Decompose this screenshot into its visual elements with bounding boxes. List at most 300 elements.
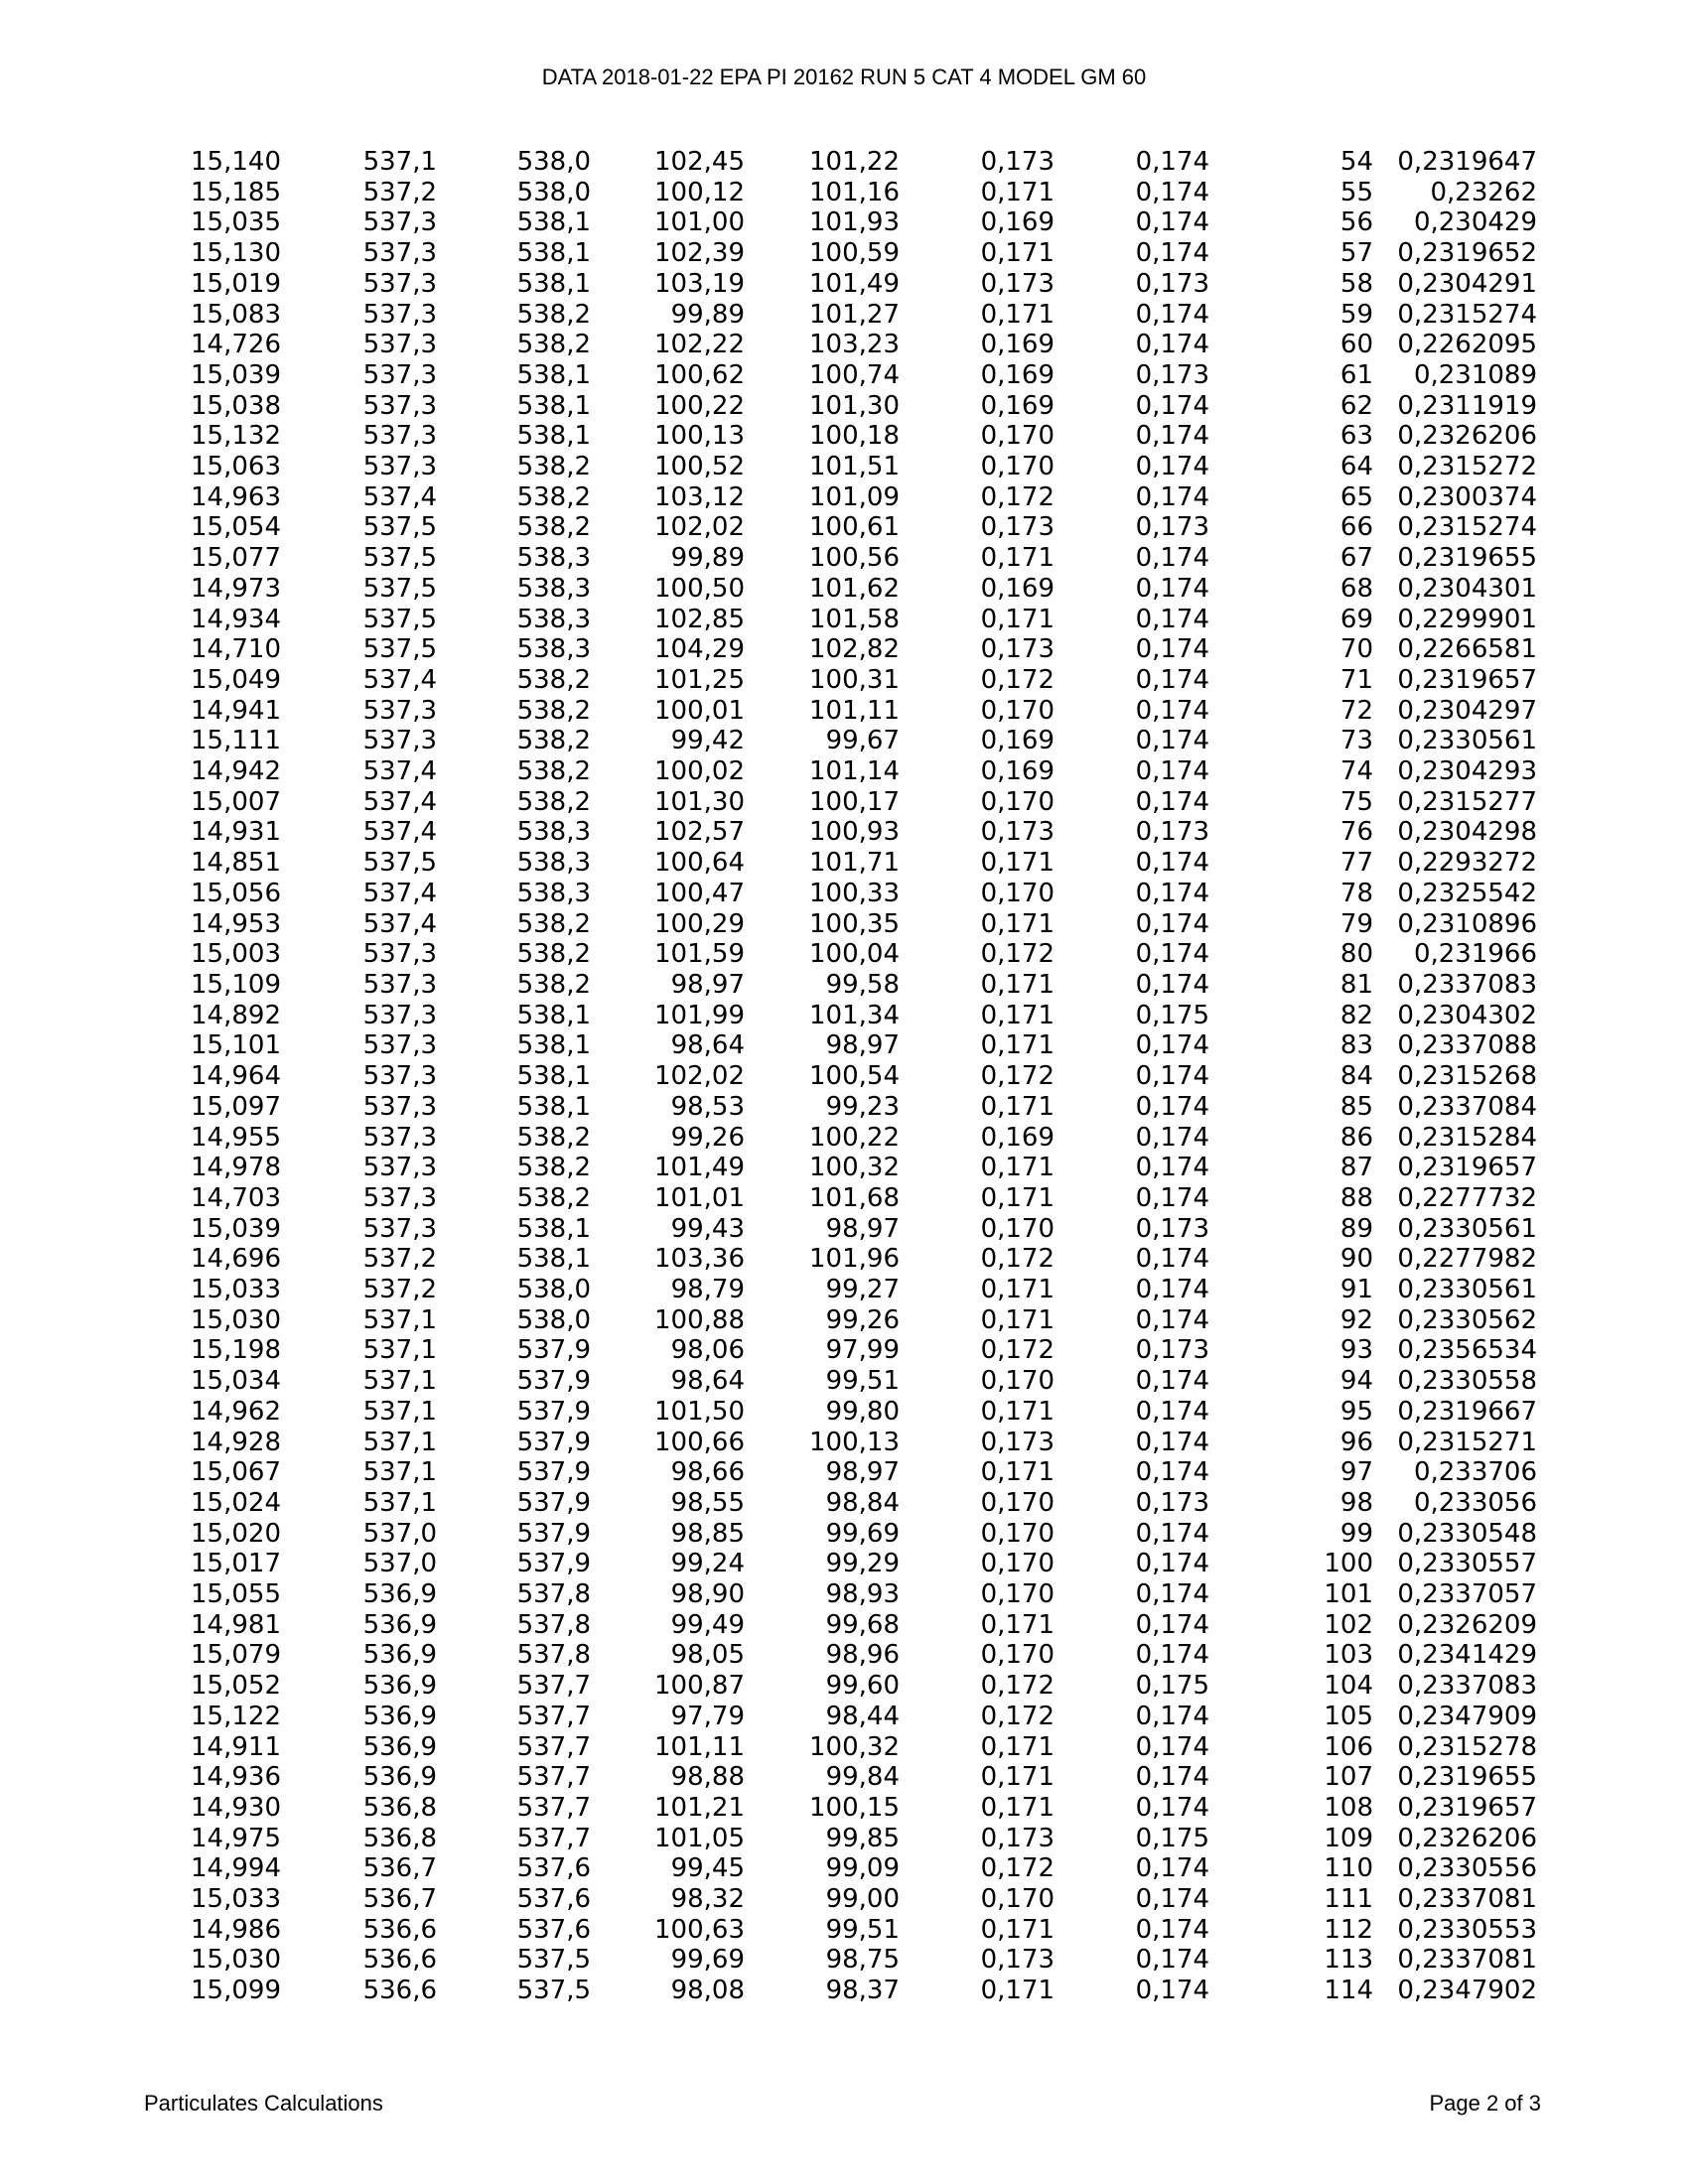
table-cell: 0,171 [980,908,1055,939]
table-cell: 0,170 [980,421,1055,452]
table-row [149,360,1537,391]
table-cell: 101,30 [809,390,900,421]
table-row [149,1915,1537,1946]
table-cell: 537,3 [362,268,437,299]
table-cell: 100,66 [654,1427,745,1457]
table-cell: 100,88 [654,1304,745,1335]
table-cell: 536,8 [362,1823,437,1853]
table-cell: 15,003 [191,939,281,970]
table-cell: 15,052 [191,1671,281,1702]
table-cell: 0,169 [980,330,1055,360]
table-row [149,817,1537,848]
table-cell: 100,32 [809,1153,900,1183]
table-cell: 0,2347902 [1397,1976,1537,2006]
table-row [149,696,1537,727]
table-cell: 0,173 [1135,1335,1209,1366]
table-cell: 0,174 [1135,1976,1209,2006]
table-cell: 0,174 [1135,573,1209,604]
table-cell: 77 [1339,848,1373,879]
table-cell: 98,97 [825,1213,900,1244]
table-cell: 0,2330561 [1397,726,1537,756]
table-cell: 68 [1339,573,1373,604]
table-cell: 0,172 [980,1335,1055,1366]
table-cell: 14,962 [191,1396,281,1427]
table-cell: 0,175 [1135,1000,1209,1030]
data-table-body [149,147,1537,2006]
table-cell: 98,97 [825,1457,900,1488]
table-row [149,939,1537,970]
table-cell: 15,038 [191,390,281,421]
table-cell: 0,173 [1135,512,1209,543]
table-cell: 0,2330561 [1397,1275,1537,1305]
table-cell: 0,2319657 [1397,664,1537,695]
table-cell: 0,2337057 [1397,1579,1537,1610]
table-cell: 101,71 [809,848,900,879]
table-cell: 0,171 [980,1457,1055,1488]
table-cell: 0,2293272 [1397,848,1537,879]
table-cell: 99,24 [670,1549,745,1579]
table-cell: 73 [1339,726,1373,756]
table-cell: 538,3 [516,573,591,604]
table-cell: 0,174 [1135,1427,1209,1457]
data-table [149,147,1537,2006]
table-row [149,1366,1537,1397]
table-cell: 0,174 [1135,1640,1209,1671]
table-cell: 55 [1339,177,1373,207]
table-cell: 538,3 [516,634,591,665]
table-row [149,634,1537,665]
table-cell: 100,87 [654,1671,745,1702]
table-cell: 0,230429 [1413,207,1537,238]
table-cell: 537,9 [516,1396,591,1427]
table-cell: 102,57 [654,817,745,848]
table-cell: 0,174 [1135,1792,1209,1823]
table-cell: 89 [1339,1213,1373,1244]
table-cell: 537,5 [362,573,437,604]
table-cell: 98,64 [670,1030,745,1061]
table-cell: 537,9 [516,1487,591,1518]
table-cell: 93 [1339,1335,1373,1366]
table-cell: 0,2326206 [1397,1823,1537,1853]
table-row [149,1610,1537,1641]
table-cell: 99,29 [825,1549,900,1579]
table-cell: 538,2 [516,664,591,695]
table-cell: 14,726 [191,330,281,360]
table-cell: 537,6 [516,1853,591,1884]
table-cell: 536,9 [362,1671,437,1702]
table-row [149,1397,1537,1428]
table-cell: 0,173 [980,817,1055,848]
table-cell: 537,1 [362,1335,437,1366]
table-cell: 0,2315272 [1397,452,1537,482]
table-cell: 14,963 [191,481,281,512]
table-cell: 0,174 [1135,878,1209,908]
table-cell: 102,85 [654,604,745,634]
table-cell: 78 [1339,878,1373,908]
table-cell: 0,170 [980,695,1055,726]
table-cell: 0,2337084 [1397,1091,1537,1122]
table-cell: 538,1 [516,421,591,452]
table-cell: 101,34 [809,1000,900,1030]
table-cell: 100,61 [809,512,900,543]
table-cell: 112 [1324,1914,1373,1945]
table-cell: 0,2356534 [1397,1335,1537,1366]
table-cell: 0,2311919 [1397,390,1537,421]
table-cell: 101,93 [809,207,900,238]
table-cell: 537,7 [516,1701,591,1731]
table-cell: 0,174 [1135,481,1209,512]
table-cell: 0,174 [1135,1091,1209,1122]
table-cell: 101,49 [809,268,900,299]
table-cell: 101,11 [809,695,900,726]
table-cell: 15,111 [191,726,281,756]
table-cell: 537,3 [362,1122,437,1153]
table-cell: 0,2337081 [1397,1884,1537,1915]
table-cell: 0,231089 [1413,359,1537,390]
table-cell: 58 [1339,268,1373,299]
table-cell: 99,60 [825,1671,900,1702]
table-cell: 538,2 [516,695,591,726]
table-cell: 100,01 [654,695,745,726]
table-cell: 109 [1324,1823,1373,1853]
table-cell: 15,099 [191,1976,281,2006]
table-cell: 100,64 [654,848,745,879]
table-row [149,756,1537,787]
table-cell: 537,8 [516,1609,591,1640]
table-cell: 98,96 [825,1640,900,1671]
table-cell: 101,62 [809,573,900,604]
table-cell: 538,0 [516,147,591,177]
table-cell: 536,7 [362,1884,437,1915]
table-cell: 0,172 [980,1061,1055,1092]
table-cell: 538,1 [516,238,591,269]
table-cell: 537,2 [362,1244,437,1275]
table-cell: 99,84 [825,1762,900,1793]
table-cell: 99,27 [825,1275,900,1305]
table-cell: 536,6 [362,1914,437,1945]
table-cell: 95 [1339,1396,1373,1427]
table-cell: 538,1 [516,268,591,299]
table-cell: 538,1 [516,390,591,421]
table-row [149,1092,1537,1123]
table-cell: 0,173 [1135,268,1209,299]
table-cell: 15,077 [191,543,281,574]
table-cell: 0,171 [980,1091,1055,1122]
table-cell: 537,3 [362,238,437,269]
table-row [149,1030,1537,1061]
table-cell: 98,05 [670,1640,745,1671]
table-row [149,147,1537,178]
table-row [149,238,1537,269]
table-cell: 15,109 [191,969,281,1000]
table-cell: 0,2299901 [1397,604,1537,634]
table-cell: 0,170 [980,1884,1055,1915]
table-cell: 0,174 [1135,452,1209,482]
table-cell: 0,174 [1135,604,1209,634]
table-cell: 99,80 [825,1396,900,1427]
table-cell: 0,173 [980,1945,1055,1976]
table-row [149,1183,1537,1214]
table-cell: 0,2277732 [1397,1182,1537,1213]
table-cell: 0,170 [980,1487,1055,1518]
table-cell: 97,79 [670,1701,745,1731]
table-cell: 0,174 [1135,1153,1209,1183]
table-cell: 14,696 [191,1244,281,1275]
table-cell: 15,030 [191,1304,281,1335]
table-cell: 0,174 [1135,1579,1209,1610]
table-row [149,1549,1537,1579]
table-cell: 537,5 [516,1945,591,1976]
table-row [149,848,1537,879]
table-cell: 14,942 [191,756,281,787]
table-cell: 101,25 [654,664,745,695]
table-cell: 0,171 [980,543,1055,574]
table-row [149,1824,1537,1854]
table-cell: 100,02 [654,756,745,787]
table-cell: 0,2300374 [1397,481,1537,512]
table-row [149,207,1537,238]
table-cell: 103,12 [654,481,745,512]
table-cell: 71 [1339,664,1373,695]
table-cell: 0,173 [1135,817,1209,848]
table-cell: 15,079 [191,1640,281,1671]
table-cell: 0,174 [1135,1609,1209,1640]
table-cell: 0,2347909 [1397,1701,1537,1731]
table-cell: 0,171 [980,1182,1055,1213]
footer-document-title: Particulates Calculations [144,2091,383,2116]
table-cell: 537,3 [362,1182,437,1213]
table-row [149,1853,1537,1884]
table-row [149,665,1537,696]
table-cell: 0,174 [1135,756,1209,787]
table-cell: 537,9 [516,1518,591,1549]
table-cell: 537,2 [362,177,437,207]
table-cell: 82 [1339,1000,1373,1030]
table-cell: 14,986 [191,1914,281,1945]
table-cell: 14,975 [191,1823,281,1853]
table-cell: 537,3 [362,1030,437,1061]
table-cell: 66 [1339,512,1373,543]
table-cell: 537,4 [362,908,437,939]
table-cell: 0,174 [1135,908,1209,939]
table-cell: 537,8 [516,1640,591,1671]
table-cell: 101,99 [654,1000,745,1030]
table-cell: 0,2337083 [1397,1671,1537,1702]
table-cell: 100,13 [654,421,745,452]
table-cell: 100,93 [809,817,900,848]
table-cell: 0,172 [980,939,1055,970]
table-cell: 100,74 [809,359,900,390]
table-cell: 0,173 [980,1427,1055,1457]
table-cell: 0,2304298 [1397,817,1537,848]
table-cell: 97 [1339,1457,1373,1488]
table-cell: 537,3 [362,1061,437,1092]
table-row [149,269,1537,300]
table-cell: 0,173 [980,268,1055,299]
table-cell: 14,930 [191,1792,281,1823]
table-cell: 0,171 [980,1275,1055,1305]
table-cell: 0,2315274 [1397,512,1537,543]
table-cell: 538,2 [516,756,591,787]
table-cell: 75 [1339,786,1373,817]
table-cell: 99,89 [670,543,745,574]
table-cell: 101,05 [654,1823,745,1853]
table-cell: 101,16 [809,177,900,207]
table-cell: 0,175 [1135,1823,1209,1853]
table-cell: 98,75 [825,1945,900,1976]
table-cell: 537,7 [516,1792,591,1823]
table-cell: 79 [1339,908,1373,939]
table-cell: 538,2 [516,512,591,543]
table-cell: 537,3 [362,359,437,390]
table-cell: 15,020 [191,1518,281,1549]
table-cell: 538,1 [516,1000,591,1030]
table-cell: 57 [1339,238,1373,269]
table-cell: 59 [1339,299,1373,330]
table-cell: 0,2319655 [1397,543,1537,574]
table-cell: 15,063 [191,452,281,482]
table-cell: 0,171 [980,1731,1055,1762]
table-cell: 100,18 [809,421,900,452]
table-cell: 14,994 [191,1853,281,1884]
table-cell: 0,172 [980,481,1055,512]
table-cell: 537,6 [516,1884,591,1915]
table-cell: 538,2 [516,908,591,939]
table-cell: 536,7 [362,1853,437,1884]
table-cell: 0,173 [980,634,1055,665]
table-cell: 102,45 [654,147,745,177]
table-cell: 0,170 [980,1579,1055,1610]
table-cell: 0,174 [1135,726,1209,756]
table-cell: 537,2 [362,1275,437,1305]
table-cell: 103,23 [809,330,900,360]
table-cell: 0,174 [1135,1122,1209,1153]
table-cell: 0,174 [1135,299,1209,330]
table-cell: 99,58 [825,969,900,1000]
table-cell: 54 [1339,147,1373,177]
table-cell: 0,2319657 [1397,1153,1537,1183]
table-cell: 0,2341429 [1397,1640,1537,1671]
table-row [149,909,1537,940]
table-cell: 0,2319655 [1397,1762,1537,1793]
table-cell: 99,09 [825,1853,900,1884]
table-cell: 15,097 [191,1091,281,1122]
table-cell: 0,2319647 [1397,147,1537,177]
table-cell: 537,3 [362,1213,437,1244]
table-cell: 99,26 [670,1122,745,1153]
table-cell: 0,171 [980,299,1055,330]
table-cell: 100,54 [809,1061,900,1092]
table-cell: 15,007 [191,786,281,817]
table-cell: 0,2330556 [1397,1853,1537,1884]
table-cell: 100,59 [809,238,900,269]
table-cell: 0,170 [980,786,1055,817]
table-cell: 98,53 [670,1091,745,1122]
table-cell: 0,174 [1135,1030,1209,1061]
table-cell: 15,083 [191,299,281,330]
table-cell: 0,231966 [1413,939,1537,970]
table-row [149,1945,1537,1976]
table-cell: 0,169 [980,207,1055,238]
table-cell: 0,170 [980,1213,1055,1244]
table-cell: 0,171 [980,1396,1055,1427]
table-cell: 538,2 [516,452,591,482]
table-cell: 15,019 [191,268,281,299]
table-cell: 14,955 [191,1122,281,1153]
table-cell: 98,32 [670,1884,745,1915]
table-cell: 100,63 [654,1914,745,1945]
table-cell: 99,45 [670,1853,745,1884]
table-cell: 72 [1339,695,1373,726]
table-cell: 0,2304291 [1397,268,1537,299]
table-cell: 537,1 [362,147,437,177]
table-cell: 90 [1339,1244,1373,1275]
table-cell: 537,3 [362,207,437,238]
table-cell: 0,174 [1135,848,1209,879]
table-cell: 0,170 [980,1366,1055,1397]
table-cell: 538,1 [516,1091,591,1122]
table-cell: 536,9 [362,1731,437,1762]
table-cell: 538,3 [516,848,591,879]
table-row [149,421,1537,452]
table-cell: 98,93 [825,1579,900,1610]
table-cell: 100,52 [654,452,745,482]
table-cell: 14,978 [191,1153,281,1183]
table-cell: 106 [1324,1731,1373,1762]
table-cell: 100,04 [809,939,900,970]
table-cell: 85 [1339,1091,1373,1122]
table-cell: 0,172 [980,1853,1055,1884]
table-row [149,1428,1537,1458]
table-cell: 538,2 [516,481,591,512]
table-cell: 0,174 [1135,939,1209,970]
table-cell: 100,22 [654,390,745,421]
table-cell: 0,233056 [1413,1487,1537,1518]
table-cell: 0,174 [1135,1853,1209,1884]
table-cell: 0,169 [980,390,1055,421]
table-cell: 99,23 [825,1091,900,1122]
table-row [149,391,1537,422]
table-row [149,1488,1537,1519]
table-cell: 61 [1339,359,1373,390]
table-cell: 0,171 [980,238,1055,269]
table-cell: 14,964 [191,1061,281,1092]
table-cell: 100,35 [809,908,900,939]
table-cell: 62 [1339,390,1373,421]
table-cell: 538,1 [516,1030,591,1061]
table-cell: 537,4 [362,817,437,848]
table-cell: 100,32 [809,1731,900,1762]
table-cell: 100,12 [654,177,745,207]
table-cell: 536,9 [362,1762,437,1793]
table-cell: 0,173 [980,512,1055,543]
table-cell: 64 [1339,452,1373,482]
table-cell: 0,2337083 [1397,969,1537,1000]
table-cell: 0,174 [1135,1731,1209,1762]
table-cell: 0,172 [980,664,1055,695]
table-cell: 14,941 [191,695,281,726]
table-cell: 92 [1339,1304,1373,1335]
table-cell: 101,30 [654,786,745,817]
table-row [149,512,1537,543]
table-cell: 537,3 [362,969,437,1000]
table-cell: 0,174 [1135,1396,1209,1427]
table-cell: 537,5 [362,634,437,665]
table-cell: 536,9 [362,1640,437,1671]
table-cell: 67 [1339,543,1373,574]
table-row [149,726,1537,756]
table-row [149,1305,1537,1336]
